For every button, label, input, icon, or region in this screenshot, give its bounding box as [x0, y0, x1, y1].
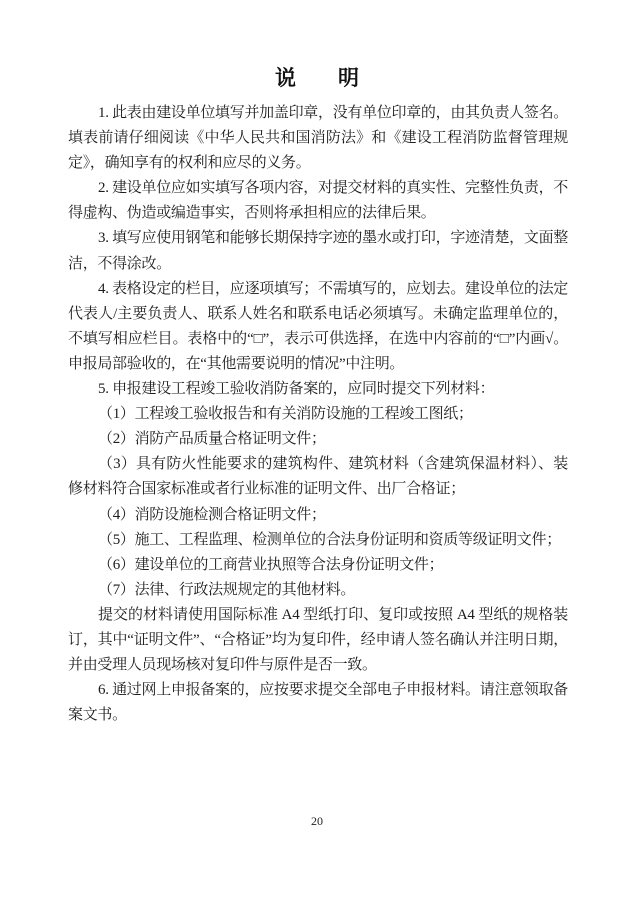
list-item-6: （6）建设单位的工商营业执照等合法身份证明文件；	[98, 556, 444, 573]
paragraph-4: 4. 表格设定的栏目，应逐项填写；不需填写的，应划去。建设单位的法定代表人/主要负责人、联系人姓名和联系电话必须填写。未确定监理单位的，不填写相应栏目。表格中的“□”，表示可供选择，在选中内容前的“□”内画√。申报局部验收的，在“其他需要说明的情况”中注明。	[68, 280, 568, 372]
list-item-5: （5）施工、工程监理、检测单位的合法身份证明和资质等级证明文件；	[98, 531, 561, 548]
paragraph-6: 6. 通过网上申报备案的，应按要求提交全部电子申报材料。请注意领取备案文书。	[68, 682, 568, 724]
paragraph-1: 1. 此表由建设单位填写并加盖印章，没有单位印章的，由其负责人签名。填表前请仔细阅读《中华人民共和国消防法》和《建设工程消防监督管理规定》，确知享有的权利和应尽的义务。	[68, 105, 568, 172]
paragraph-5-note: 提交的材料请使用国际标准 A4 型纸打印、复印或按照 A4 型纸的规格装订，其中“证明文件”、“合格证”均为复印件，经申请人签名确认并注明日期，并由受理人员现场核对复印件与原件是否一致。	[68, 606, 568, 674]
list-item-1: （1）工程竣工验收报告和有关消防设施的工程竣工图纸；	[98, 406, 473, 423]
page-number: 20	[311, 814, 323, 828]
list-item-2: （2）消防产品质量合格证明文件；	[98, 431, 326, 448]
page-title: 说 明	[275, 66, 359, 90]
paragraph-5: 5. 申报建设工程竣工验收消防备案的，应同时提交下列材料：	[98, 381, 495, 398]
list-item-7: （7）法律、行政法规规定的其他材料。	[98, 581, 356, 598]
paragraph-3: 3. 填写应使用钢笔和能够长期保持字迹的墨水或打印，字迹清楚，文面整洁，不得涂改。	[68, 230, 568, 272]
document-body	[68, 101, 568, 728]
paragraph-2: 2. 建设单位应如实填写各项内容，对提交材料的真实性、完整性负责，不得虚构、伪造或编造事实，否则将承担相应的法律后果。	[68, 180, 568, 222]
list-item-3: （3）具有防火性能要求的建筑构件、建筑材料（含建筑保温材料）、装修材料符合国家标准或者行业标准的证明文件、出厂合格证；	[68, 456, 568, 498]
list-item-4: （4）消防设施检测合格证明文件；	[98, 506, 326, 523]
